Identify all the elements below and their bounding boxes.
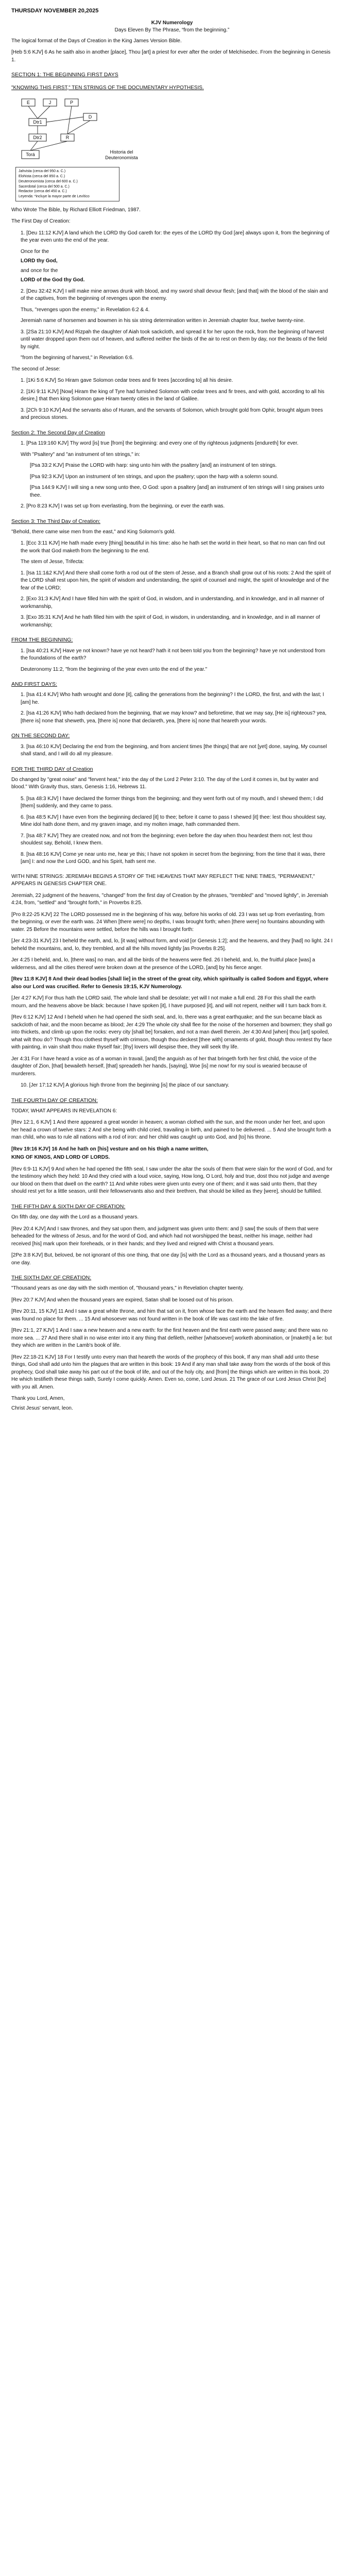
documentary-hypothesis-diagram (11, 96, 166, 164)
first-days-heading: AND FIRST DAYS: (11, 681, 57, 688)
section-2-heading: Section 2: The Second Day of Creation (11, 429, 105, 436)
from-beginning-list (11, 648, 333, 674)
list-item: 7. [Isa 48:7 KJV] They are created now, and not from the beginning; even before the day when thou heardest them not; lest thou shouldest say, Behold, I knew them. (21, 833, 313, 846)
list-item: 2. [Isa 41:26 KJV] Who hath declared from the beginning, that we may know? and beforetime, that we may say, [He is] righteous? yea, [there is] none that sheweth, yea, [there is] none that declareth, yea, [there is] none that heareth your words. (21, 710, 327, 724)
list-item: With "Psaltery" and "an instrument of ten strings," in: (21, 451, 141, 457)
jeremiah-paragraph: Jeremiah, 22 judgment of the heavens, "changed" from the first day of Creation by the phrases, "trembled" and "moved lightly", in Jeremiah 4:24, from, "settled" and "brought forth," in Proverbs 8:25. (11, 892, 328, 906)
list-item: 3. [Isa 46:10 KJV] Declaring the end from the beginning, and from ancient times [the things] that are not [yet] done, saying, My counsel shall stand, and I will do all my pleasure. (21, 743, 327, 757)
diagram-caption-b: Deuteronomista (105, 155, 138, 161)
list-item: 8. [Isa 48:16 KJV] Come ye near unto me, hear ye this; I have not spoken in secret from the beginning; from the time that it was, there [am] I: and now the Lord GOD, and his Spirit, hath sent me. (21, 851, 325, 865)
second-of-jesse-heading: The second of Jesse: (11, 366, 61, 372)
third-day-text: Do changed by "great noise" and "fervent heat," into the day of the Lord 2 Peter 3:10. The day of the Lord it comes in, but by water and blood." With Gravity thus, stars, Genesis 1:16, Hebrews 11. (11, 776, 319, 790)
legend-item: Deuteronomista (cerca del 600 a. C.) (19, 179, 78, 183)
doc-title: KJV Numerology (151, 20, 193, 26)
doc-subtitle: Days Eleven By The Phrase, “from the beginning.” (114, 27, 230, 33)
list-item: Once for the (21, 248, 49, 255)
sixth-day-heading: THE SIXTH DAY OF CREATION: (11, 1275, 92, 1281)
revelation-6-9: [Rev 6:9-11 KJV] 9 And when he had opened the fifth seal, I saw under the altar the souls of them that were slain for the word of God, and for the testimony which they held: 10 And they cried with a loud voice, saying, How long, O Lord, holy and true, dost thou not judge and avenge our blood on them that dwell on the earth? 11 And white robes were given unto every one of them; and it was said unto them, that they should rest yet for a little season, until their fellowservants also and their brethren, that should be killed as they [were], should be fulfilled. (11, 1166, 333, 1195)
item-10: 10. [Jer 17:12 KJV] A glorious high throne from the beginning [is] the place of our sanctuary. (21, 1082, 230, 1089)
legend-item: Redactor (cerca del 450 a. C.) (19, 190, 67, 194)
list-item: 2. [Deu 32:42 KJV] I will make mine arrows drunk with blood, and my sword shall devour flesh; [and that] with the blood of the slain and of the captives, from the beginning of revenges upon the enemy. (21, 288, 328, 302)
who-wrote: Who Wrote The Bible, by Richard Elliott Friedman, 1987. (11, 207, 141, 213)
diagram-label-p: P (70, 100, 74, 106)
closing-line: Thank you Lord, Amen, (11, 1396, 65, 1402)
list-item: 1. [Isa 40:21 KJV] Have ye not known? have ye not heard? hath it not been told you from the beginning? have ye not understood from the foundations of the earth? (21, 648, 325, 662)
first-days-list (11, 691, 333, 725)
list-item: 1. [Deu 11:12 KJV] A land which the LORD thy God careth for: the eyes of the LORD thy God [are] always upon it, from the beginning of the year even unto the end of the year. (21, 230, 330, 244)
revelation-6-12: [Rev 6:12 KJV] 12 And I beheld when he had opened the sixth seal, and, lo, there was a great earthquake; and the sun became black as sackcloth of hair, and the moon became as blood; Jer 4:29 The whole city shall flee for the noise of the horsemen and bowmen; they shall go into thickets, and climb up upon the rocks: every city [shall be] forsaken, and not a man dwell therein. Jer 4:30 And [when] thou [art] spoiled, what wilt thou do? Though thou clothest thyself with crimson, though thou deckest [thee with] ornaments of gold, though thou rentest thy face with painting, in vain shalt thou make thyself fair; [thy] lovers will despise thee, they will seek thy life. (11, 1014, 332, 1050)
diagram-label-e: E (26, 100, 30, 106)
today-line: TODAY, WHAT APPEARS IN REVELATION 6: (11, 1108, 117, 1114)
list-item: 3. [2Sa 21:10 KJV] And Rizpah the daughter of Aiah took sackcloth, and spread it for her upon the rock, from the beginning of harvest until water dropped upon them out of heaven, and suffered neither the birds of the air to rest on them by day, nor the beasts of the field by night. (21, 329, 327, 350)
second-day-heading: ON THE SECOND DAY: (11, 733, 70, 739)
proverbs-verses: [Pro 8:22-25 KJV] 22 The LORD possessed me in the beginning of his way, before his works of old. 23 I was set up from everlasting, from the beginning, or ever the earth was. 24 When [there were] no depths, I was brought forth; when [there were] no fountains abounding with water. 25 Before the mountains were settled, before the hills was I brought forth: (11, 911, 325, 933)
list-item: 1. [Isa 11:1&2 KJV] And there shall come forth a rod out of the stem of Jesse, and a Branch shall grow out of his roots: 2 And the spirit of the LORD shall rest upon him, the spirit of wisdom and understanding, the spirit of counsel and might, the spirit of knowledge and of the fear of the LORD; (21, 570, 331, 591)
date-line: THURSDAY NOVEMBER 20,2025 (11, 8, 99, 14)
list-item: Deuteronomy 11:2, "from the beginning of the year even unto the end of the year." (21, 666, 208, 672)
jeremiah-verses-3: [Jer 4:27 KJV] For thus hath the LORD said, The whole land shall be desolate; yet will I not make a full end. 28 For this shall the earth mourn, and the heavens above be black: because I have spoken [it], I have purposed [it], and will not repent, neither will I turn back from it. (11, 995, 327, 1009)
legend-item: Sacerdotal (cerca del 500 a. C.) (19, 184, 70, 189)
list-item: 1. [Isa 41:4 KJV] Who hath wrought and done [it], calling the generations from the beginning? I the LORD, the first, and with the last; I [am] he. (21, 692, 324, 705)
diagram-label-j: J (48, 100, 51, 106)
third-day-heading: FOR THE THIRD DAY of Creation (11, 766, 93, 772)
list-item: [Psa 144:9 KJV] I will sing a new song unto thee, O God: upon a psaltery [and] an instrument of ten strings will I sing praises unto thee. (30, 485, 324, 498)
legend-title: Leyenda: *incluye la mayor parte de Levítico (19, 195, 90, 199)
list-item: 3. [2Ch 9:10 KJV] And the servants also of Huram, and the servants of Solomon, which brought gold from Ophir, brought algum trees and precious stones. (21, 407, 323, 421)
first-day-list (11, 230, 333, 362)
list-item: 2. [Pro 8:23 KJV] I was set up from everlasting, from the beginning, or ever the earth was. (21, 503, 225, 510)
revelation-12: [Rev 12:1, 6 KJV] 1 And there appeared a great wonder in heaven; a woman clothed with the sun, and the moon under her feet, and upon her head a crown of twelve stars: 2 And she being with child cried, travailing in birth, and pained to be delivered. ... 5 And she brought forth a man child, who was to rule all nations with a rod of iron: and her child was caught up unto God, and [to] his throne. (11, 1120, 331, 1141)
revelation-19-16: [Rev 19:16 KJV] 16 And he hath on [his] vesture and on his thigh a name written, (11, 1146, 209, 1152)
legend-item: Jahvista (cerca del 950 a. C.) (19, 170, 66, 174)
list-item: LORD of the God thy God. (21, 277, 85, 283)
legend-item: Elohista (cerca del 850 a. C.) (19, 174, 65, 178)
list-item: 1. [Ecc 3:11 KJV] He hath made every [thing] beautiful in his time: also he hath set the world in their heart, so that no man can find out the work that God maketh from the beginning to the end. (21, 540, 325, 554)
sixth-day-text: "Thousand years as one day with the sixth mention of, "thousand years," in Revelation chapter twenty. (11, 1285, 244, 1292)
list-item: and once for the (21, 267, 58, 274)
section-3-intro: "Behold, there came wise men from the east," and King Solomon's gold. (11, 529, 176, 535)
list-item: 3. [Exo 35:31 KJV] And he hath filled him with the spirit of God, in wisdom, in understanding, and in knowledge, and in all manner of workmanship; (21, 615, 320, 628)
revelation-21: [Rev 21:1, 27 KJV] 1 And I saw a new heaven and a new earth: for the first heaven and the first earth were passed away; and there was no more sea. ... 27 And there shall in no wise enter into it any thing that defileth, neither [whatsoever] worketh abomination, or [maketh] a lie: but they which are written in the Lamb's book of life. (11, 1328, 332, 1349)
revelation-20-4: [Rev 20:4 KJV] And I saw thrones, and they sat upon them, and judgment was given unto them: and [I saw] the souls of them that were beheaded for the witness of Jesus, and for the word of God, and which had not worshipped the beast, neither his image, neither had received [his] mark upon their foreheads, or in their hands; and they lived and reigned with Christ a thousand years. (11, 1226, 319, 1247)
list-item: 1. [1Ki 5:6 KJV] So Hiram gave Solomon cedar trees and fir trees [according to] all his desire. (21, 378, 233, 384)
closing-signature: Christ Jesus' servant, leon. (11, 1405, 73, 1411)
list-item: The stem of Jesse, Trifecta: (21, 559, 84, 565)
list-item: LORD thy God, (21, 258, 58, 264)
second-day-list (11, 743, 333, 758)
diagram-label-d: D (88, 114, 92, 120)
list-item: "from the beginning of harvest," in Revelation 6:6. (21, 355, 134, 361)
jesse-list (11, 377, 333, 422)
from-beginning-heading: FROM THE BEGINNING: (11, 637, 73, 643)
knowing-heading: "KNOWING THIS FIRST," TEN STRINGS OF THE DOCUMENTARY HYPOTHESIS. (11, 84, 204, 91)
king-of-kings: KING OF KINGS, AND LORD OF LORDS. (11, 1155, 110, 1161)
diagram-svg (11, 96, 166, 164)
with-nine-strings: WITH NINE STRINGS: JEREMIAH BEGINS A STORY OF THE HEAVENS THAT MAY REFLECT THE NINE TIMES, "PERMANENT," APPEARS IN GENESIS CHAPTER ONE. (11, 873, 315, 887)
list-item: 5. [Isa 48:3 KJV] I have declared the former things from the beginning; and they went forth out of my mouth, and I shewed them; I did [them] suddenly, and they came to pass. (21, 795, 323, 809)
list-item: Thus, "revenges upon the enemy," in Revelation 6:2 & 4. (21, 307, 150, 313)
section-3-list (11, 540, 333, 629)
diagram-label-r: R (65, 135, 70, 141)
intro-paragraph: The logical format of the Days of Creation in the King James Version Bible. (11, 38, 182, 44)
first-day-heading: The First Day of Creation: (11, 218, 71, 225)
diagram-label-tora: Torá (26, 152, 35, 158)
heb-verse: [Heb 5:6 KJV] 6 As he saith also in another [place], Thou [art] a priest for ever after the order of Melchisedec. From the beginning in Genesis 1. (11, 49, 331, 63)
jeremiah-verses: [Jer 4:23-31 KJV] 23 I beheld the earth, and, lo, [it was] without form, and void [or Genesis 1:2]; and the heavens, and they [had] no light. 24 I beheld the mountains, and, lo, they trembled, and all the hills moved lightly [as Proverbs 8:25]. (11, 938, 333, 952)
revelation-20-7: [Rev 20:7 KJV] And when the thousand years are expired, Satan shall be loosed out of his prison. (11, 1297, 234, 1303)
section-3-heading: Section 3: The Third Day of Creation: (11, 518, 100, 524)
fifth-day-text: On fifth day, one day with the Lord as a thousand years. (11, 1214, 139, 1221)
diagram-label-dtr2: Dtr2 (33, 135, 42, 141)
diagram-legend (15, 167, 119, 201)
revelation-22: [Rev 22:18-21 KJV] 18 For I testify unto every man that heareth the words of the prophecy of this book, If any man shall add unto these things, God shall add unto him the plagues that are written in this book: 19 And if any man shall take away from the words of the book of this prophecy, God shall take away his part out of the book of life, and out of the holy city, and [from] the things which are written in this book. 20 He which testifieth these things saith, Surely I come quickly. Amen. Even so, come, Lord Jesus. 21 The grace of our Lord Jesus Christ [be] with you all. Amen. (11, 1354, 331, 1390)
list-item: 6. [Isa 48:5 KJV] I have even from the beginning declared [it] to thee; before it came to pass I shewed [it] thee: lest thou shouldest say, Mine idol hath done them, and my graven image, and my molten image, hath commanded them. (21, 814, 326, 828)
list-item: [Psa 33:2 KJV] Praise the LORD with harp: sing unto him with the psaltery [and] an instrument of ten strings. (30, 463, 277, 469)
2-peter-3-8: [2Pe 3:8 KJV] But, beloved, be not ignorant of this one thing, that one day [is] with the Lord as a thousand years, and a thousand years as one day. (11, 1252, 325, 1266)
diagram-caption-a: Historia del (110, 149, 133, 155)
list-item: 2. [1Ki 9:11 KJV] [Now] Hiram the king of Tyre had furnished Solomon with cedar trees and fir trees, and with gold, according to all his desire,] that then king Solomon gave Hiram twenty cities in the land of Galilee. (21, 388, 324, 402)
section-1-heading: SECTION 1: THE BEGINNING FIRST DAYS (11, 72, 118, 78)
list-item: [Psa 92:3 KJV] Upon an instrument of ten strings, and upon the psaltery; upon the harp with a solemn sound. (30, 473, 278, 480)
fifth-day-heading: THE FIFTH DAY & SIXTH DAY OF CREATION: (11, 1203, 126, 1210)
revelation-11-8: [Rev 11:8 KJV] 8 And their dead bodies [shall lie] in the street of the great city, which spiritually is called Sodom and Egypt, where also our Lord was crucified. Refer to Genesis 19:15, KJV Numerology. (11, 976, 329, 990)
fourth-day-heading: THE FOURTH DAY OF CREATION: (11, 1097, 98, 1104)
list-item: 1. [Psa 119:160 KJV] Thy word [is] true [from] the beginning: and every one of thy righteous judgments [endureth] for ever. (21, 440, 299, 447)
diagram-label-dtr1: Dtr1 (33, 120, 42, 125)
revelation-20-11: [Rev 20:11, 15 KJV] 11 And I saw a great white throne, and him that sat on it, from whose face the earth and the heaven fled away; and there was found no place for them. ... 15 And whosoever was not found written in the book of life was cast into the lake of fire. (11, 1309, 332, 1322)
third-day-list (11, 795, 333, 866)
list-item: 2. [Exo 31:3 KJV] And I have filled him with the spirit of God, in wisdom, and in understanding, and in knowledge, and in all manner of workmanship, (21, 596, 324, 609)
list-item: Jeremiah name of horsemen and bowmen in his six string determination written in Jeremiah chapter four, twelve twenty-nine. (21, 318, 305, 324)
jeremiah-verses-2: Jer 4:25 I beheld, and, lo, [there was] no man, and all the birds of the heavens were fled. 26 I beheld, and, lo, the fruitful place [was] a wilderness, and all the cities thereof were broken down at the presence of the LORD, [and] by his fierce anger. (11, 957, 315, 971)
jeremiah-4-31: Jer 4:31 For I have heard a voice as of a woman in travail, [and] the anguish as of her that bringeth forth her first child, the voice of the daughter of Zion, [that] bewaileth herself, [that] spreadeth her hands, [saying], Woe [is] me now! for my soul is wearied because of murderers. (11, 1056, 317, 1077)
section-2-list (11, 440, 333, 511)
